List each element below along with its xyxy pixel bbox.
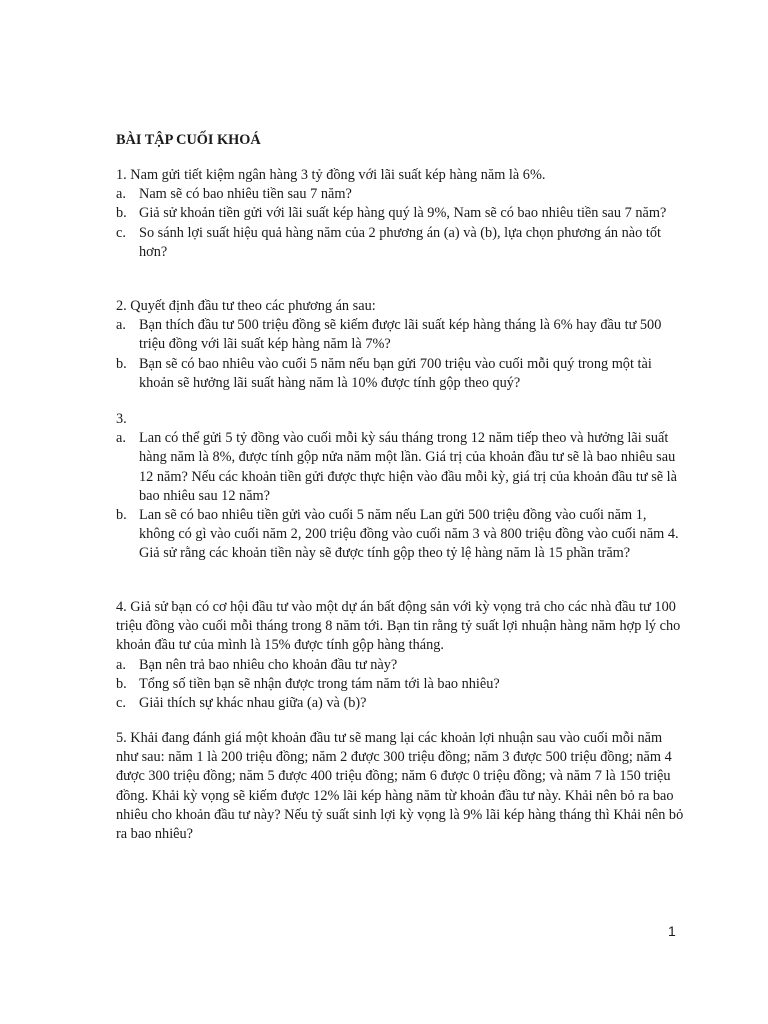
item-label: b. bbox=[116, 205, 127, 222]
item-label: a. bbox=[116, 430, 126, 447]
item-label: a. bbox=[116, 186, 126, 203]
question-4 bbox=[116, 598, 684, 713]
question-1 bbox=[116, 166, 684, 262]
list-item bbox=[116, 204, 684, 223]
item-text: Bạn nên trả bao nhiêu cho khoản đầu tư này? bbox=[139, 656, 398, 673]
question-text: 5. Khải đang đánh giá một khoản đầu tư sẽ mang lại các khoản lợi nhuận sau vào cuối mỗi năm như sau: năm 1 là 200 triệu đồng; năm 2 được 300 triệu đồng; năm 3 được 500 triệu đồng; năm 4 được 300 triệu đồng; năm 5 được 400 triệu đồng; năm 6 được 0 triệu đồng; và năm 7 là 150 triệu đồng. Khải kỳ vọng sẽ kiếm được 12% lãi kép hàng năm từ khoản đầu tư này. Khải nên bỏ ra bao nhiêu cho khoản đầu tư này? Nếu tỷ suất sinh lợi kỳ vọng là 9% lãi kép hàng tháng thì Khải nên bỏ ra bao nhiêu? bbox=[116, 730, 684, 843]
question-2 bbox=[116, 297, 684, 393]
list-item bbox=[116, 316, 684, 354]
list-item bbox=[116, 429, 684, 506]
page-number: 1 bbox=[668, 923, 676, 939]
question-text: 2. Quyết định đầu tư theo các phương án sau: bbox=[116, 298, 376, 314]
question-3 bbox=[116, 410, 684, 564]
item-text: Bạn sẽ có bao nhiêu vào cuối 5 năm nếu bạn gửi 700 triệu vào cuối mỗi quý trong một tài khoản sẽ hưởng lãi suất hàng năm là 10% được tính gộp theo quý? bbox=[139, 355, 652, 391]
item-label: c. bbox=[116, 695, 126, 712]
list-item bbox=[116, 224, 684, 262]
item-label: b. bbox=[116, 507, 127, 524]
item-label: a. bbox=[116, 656, 126, 673]
item-text: Nam sẽ có bao nhiêu tiền sau 7 năm? bbox=[139, 186, 352, 203]
list-item bbox=[116, 185, 684, 204]
question-text: 4. Giả sử bạn có cơ hội đầu tư vào một dự án bất động sản với kỳ vọng trả cho các nhà đầu tư 100 triệu đồng vào cuối mỗi tháng trong 8 năm tới. Bạn tin rằng tỷ suất lợi nhuận hàng năm hợp lý cho khoản đầu tư của mình là 15% được tính gộp hàng tháng. bbox=[116, 599, 681, 654]
item-label: a. bbox=[116, 317, 126, 334]
item-label: b. bbox=[116, 355, 127, 372]
page-title: BÀI TẬP CUỐI KHOÁ bbox=[116, 132, 261, 148]
item-text: So sánh lợi suất hiệu quả hàng năm của 2 phương án (a) và (b), lựa chọn phương án nào tốt hơn? bbox=[139, 224, 661, 260]
list-item bbox=[116, 675, 684, 694]
item-text: Giải thích sự khác nhau giữa (a) và (b)? bbox=[139, 695, 367, 712]
item-text: Lan có thể gửi 5 tỷ đồng vào cuối mỗi kỳ sáu tháng trong 12 năm tiếp theo và hưởng lãi suất hàng năm là 8%, được tính gộp nửa năm một lần. Giá trị của khoản đầu tư sẽ là bao nhiêu sau 12 năm? Nếu các khoản tiền gửi được thực hiện vào đầu mỗi kỳ, giá trị của khoản đầu tư sẽ là bao nhiêu sau 12 năm? bbox=[139, 430, 677, 504]
item-label: b. bbox=[116, 675, 127, 692]
list-item bbox=[116, 355, 684, 393]
item-text: Tổng số tiền bạn sẽ nhận được trong tám năm tới là bao nhiêu? bbox=[139, 675, 500, 692]
question-text: 3. bbox=[116, 411, 127, 427]
list-item bbox=[116, 506, 684, 564]
question-5 bbox=[116, 729, 684, 844]
list-item bbox=[116, 656, 684, 675]
question-text: 1. Nam gửi tiết kiệm ngân hàng 3 tỷ đồng với lãi suất kép hàng năm là 6%. bbox=[116, 167, 546, 183]
item-text: Lan sẽ có bao nhiêu tiền gửi vào cuối 5 năm nếu Lan gửi 500 triệu đồng vào cuối năm 1, không có gì vào cuối năm 2, 200 triệu đồng vào cuối năm 3 và 800 triệu đồng vào cuối năm 4. Giả sử rằng các khoản tiền này sẽ được tính gộp theo tỷ lệ hàng năm là 15 phần trăm? bbox=[139, 507, 679, 562]
item-text: Bạn thích đầu tư 500 triệu đồng sẽ kiếm được lãi suất kép hàng tháng là 6% hay đầu tư 500 triệu đồng với lãi suất kép hàng năm là 7%? bbox=[139, 317, 662, 353]
item-text: Giả sử khoản tiền gửi với lãi suất kép hàng quý là 9%, Nam sẽ có bao nhiêu tiền sau 7 năm? bbox=[139, 205, 667, 222]
list-item bbox=[116, 694, 684, 713]
item-label: c. bbox=[116, 224, 126, 241]
